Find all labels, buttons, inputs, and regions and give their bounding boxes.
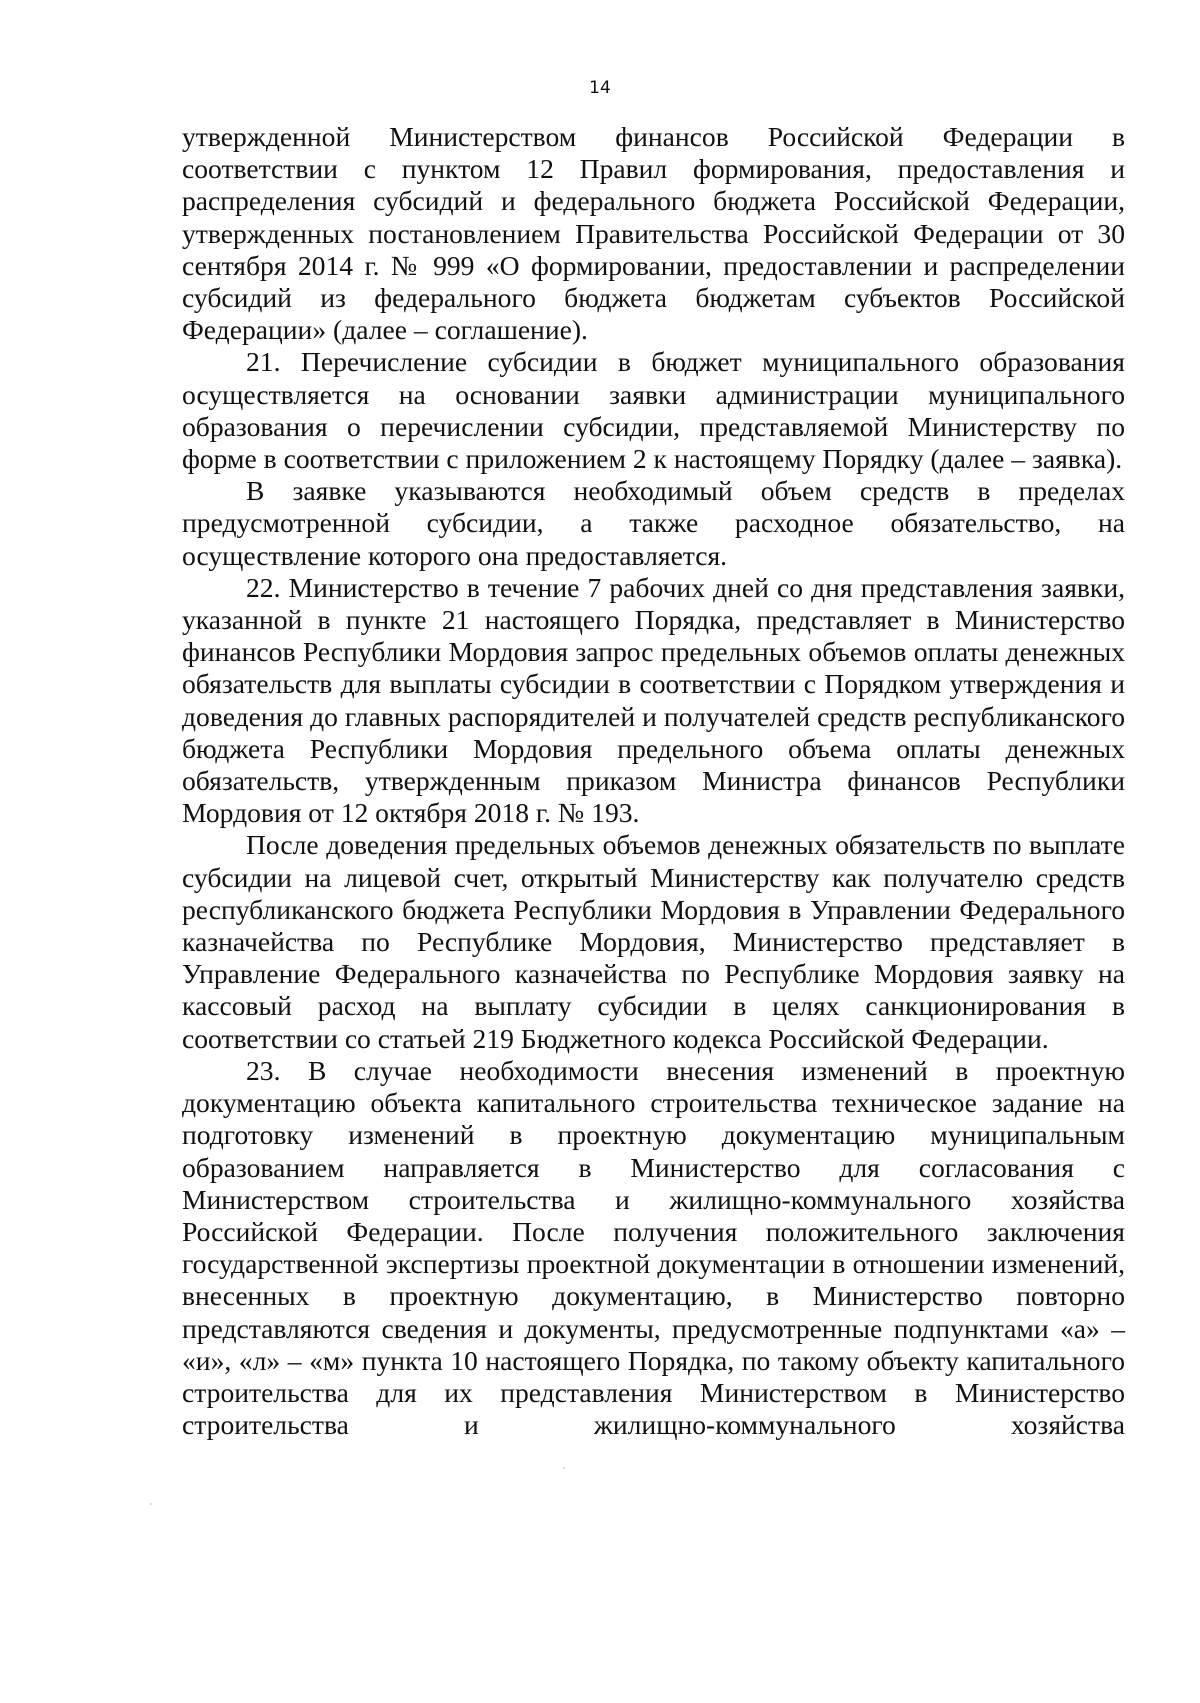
paragraph-application-contents: В заявке указываются необходимый объем средств в пределах предусмотренной субсидии, а также расходное обязательство, на осуществление которого она предоставляется. bbox=[182, 475, 1125, 571]
paragraph-clause-23: 23. В случае необходимости внесения изменений в проектную документацию объекта капитального строительства техническое задание на подготовку изменений в проектную документацию муниципальным образованием направляется в Министерство для согласования с Министерством строительства и жилищно-коммунального хозяйства Российской Федерации. После получения положительного заключения государственной экспертизы проектной документации в отношении изменений, внесенных в проектную документацию, в Министерство повторно представляются сведения и документы, предусмотренные подпунктами «а» – «и», «л» – «м» пункта 10 настоящего Порядка, по такому объекту капитального строительства для их представления Министерством в Министерство строительства и жилищно-коммунального хозяйства bbox=[182, 1054, 1125, 1441]
paragraph-cash-expense-request: После доведения предельных объемов денежных обязательств по выплате субсидии на лицевой счет, открытый Министерству как получателю средств республиканского бюджета Республики Мордовия в Управлении Федерального казначейства по Республике Мордовия, Министерство представляет в Управление Федерального казначейства по Республике Мордовия заявку на кассовый расход на выплату субсидии в целях санкционирования в соответствии со статьей 219 Бюджетного кодекса Российской Федерации. bbox=[182, 829, 1125, 1054]
paragraph-clause-22: 22. Министерство в течение 7 рабочих дней со дня представления заявки, указанной в пункте 21 настоящего Порядка, представляет в Министерство финансов Республики Мордовия запрос предельных объемов оплаты денежных обязательств для выплаты субсидии в соответствии с Порядком утверждения и доведения до главных распорядителей и получателей средств республиканского бюджета Республики Мордовия предельного объема оплаты денежных обязательств, утвержденным приказом Министра финансов Республики Мордовия от 12 октября 2018 г. № 193. bbox=[182, 571, 1125, 829]
scan-speck bbox=[563, 1467, 565, 1469]
paragraph-clause-21: 21. Перечисление субсидии в бюджет муниципального образования осуществляется на основании заявки администрации муниципального образования о перечислении субсидии, представляемой Министерству по форме в соответствии с приложением 2 к настоящему Порядку (далее – заявка). bbox=[182, 346, 1125, 475]
page-number: 14 bbox=[589, 78, 611, 98]
scan-speck bbox=[150, 1503, 152, 1505]
page-body bbox=[182, 121, 1125, 1441]
paragraph-continuation: утвержденной Министерством финансов Российской Федерации в соответствии с пунктом 12 Правил формирования, предоставления и распределения субсидий и федерального бюджета Российской Федерации, утвержденных постановлением Правительства Российской Федерации от 30 сентября 2014 г. № 999 «О формировании, предоставлении и распределении субсидий из федерального бюджета бюджетам субъектов Российской Федерации» (далее – соглашение). bbox=[182, 121, 1125, 346]
